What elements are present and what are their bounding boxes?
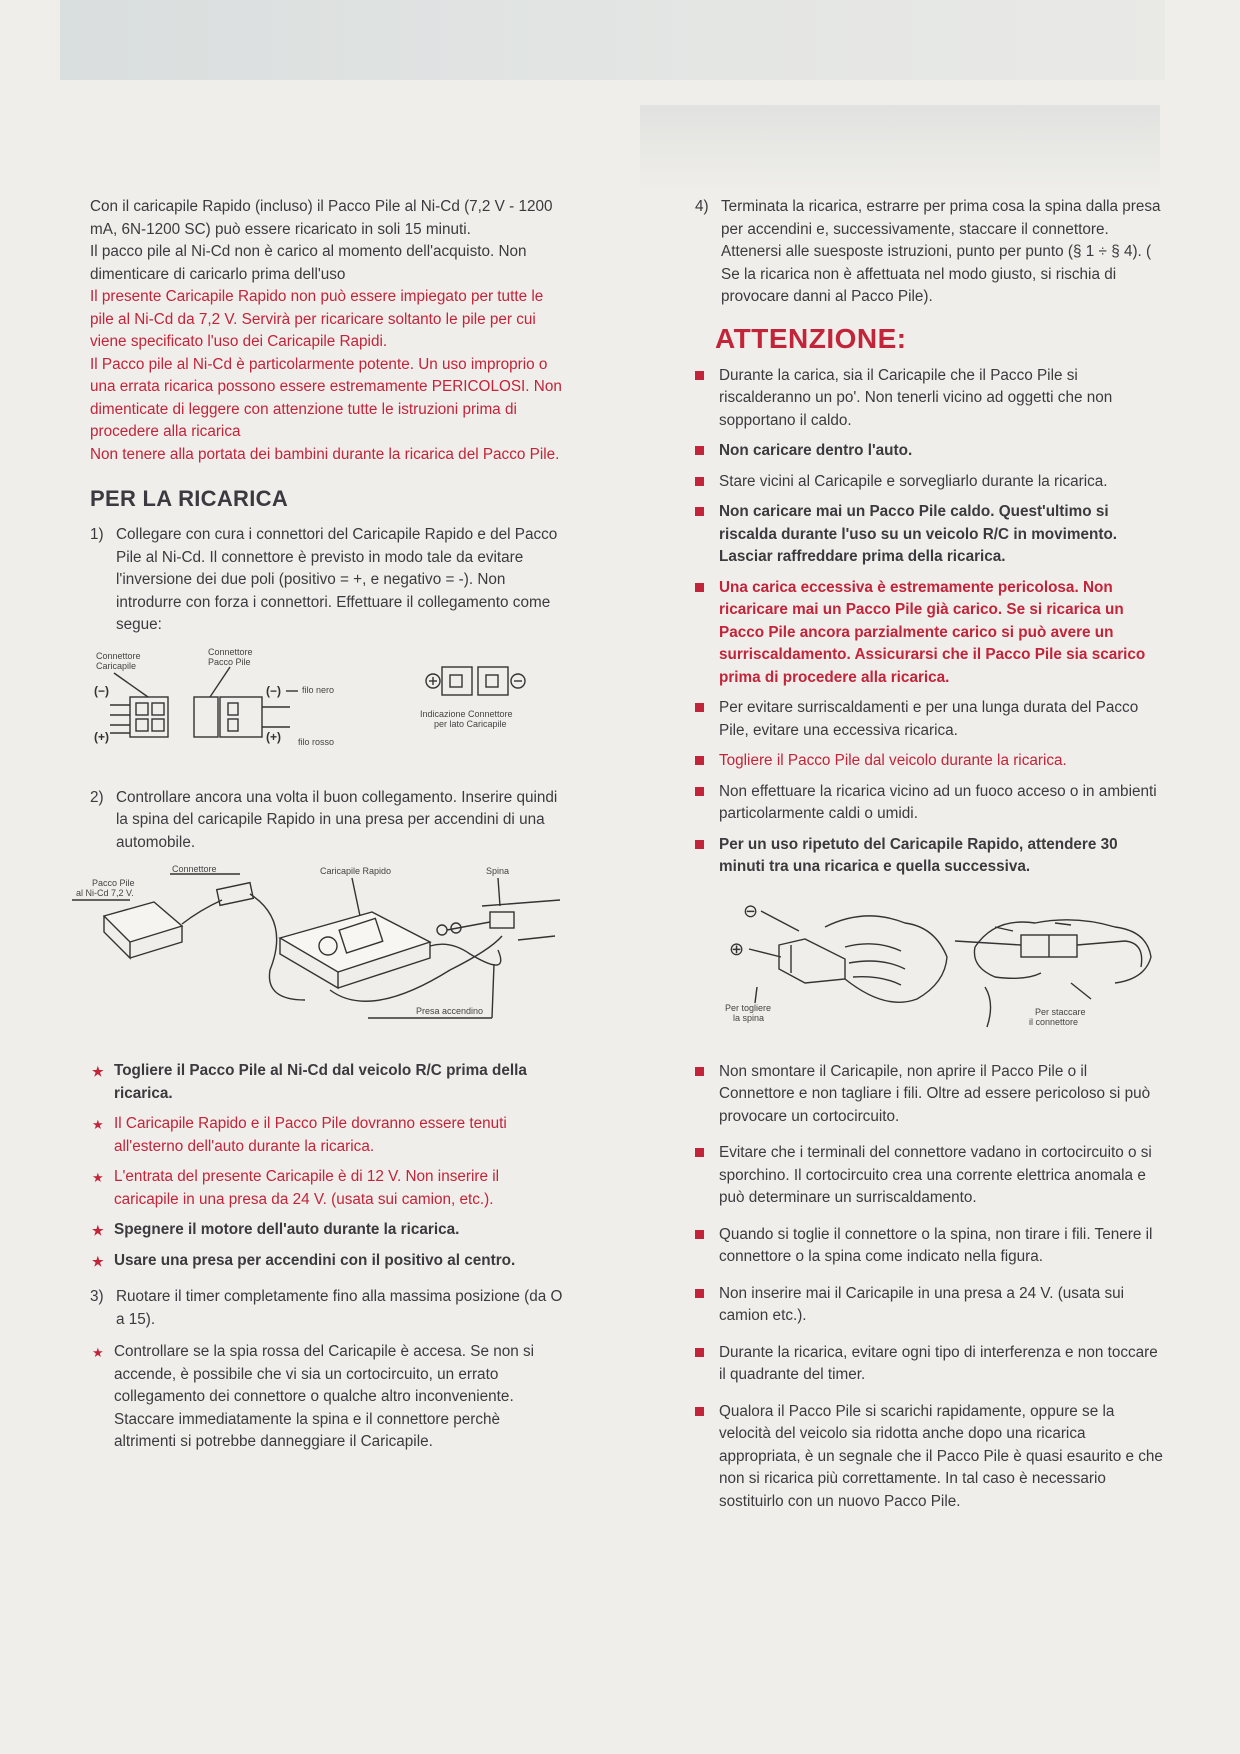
attention-bullets-top [695, 365, 1165, 879]
fig3-right-caption-2: il connettore [1029, 1016, 1079, 1027]
attention-bullet-5-text: Una carica eccessiva è estremamente pericolosa. Non ricaricare mai un Pacco Pile già carico. Se si ricarica un Pacco Pile ancora parzialmente carico si può avere un surriscaldamento. Assicurarsi che il Pacco Pile sia scarico prima di procedere alla ricarica. [719, 578, 1146, 686]
step-2 [90, 787, 565, 855]
fig1-indication-2: per lato Caricapile [434, 718, 507, 729]
attention-bullet-6 [695, 697, 1165, 742]
star-note-4-text: Spegnere il motore dell'auto durante la ricarica. [114, 1221, 460, 1238]
star-icon: ★ [92, 1345, 104, 1360]
step-4 [695, 196, 1165, 309]
star-note-3-text: L'entrata del presente Caricapile è di 12 V. Non inserire il caricapile in una presa da 24 V. (usata sui camion, etc.). [114, 1168, 499, 1208]
star-icon: ★ [92, 1117, 104, 1132]
attention-bullet-13 [695, 1283, 1165, 1328]
fig1-label-a-2: Caricapile [96, 660, 137, 671]
square-bullet-icon [695, 1230, 704, 1239]
fig1-wire-black: filo nero [302, 684, 335, 695]
attention-title: ATTENZIONE: [715, 322, 907, 354]
right-column [695, 196, 1165, 1521]
square-bullet-icon [695, 583, 704, 592]
attention-bullet-3-text: Stare vicini al Caricapile e sorvegliarlo durante la ricarica. [719, 472, 1108, 490]
intro-paragraph-4: Il Pacco pile al Ni-Cd è particolarmente potente. Un uso improprio o una errata ricarica possono essere estremamente PERICOLOSI. Non dimenticate di leggere con attenzione tutte le istruzioni prima di procedere alla ricarica [90, 355, 562, 440]
attention-bullet-3 [695, 471, 1165, 494]
left-column [76, 196, 565, 1462]
step-4-bold-text: Terminata la ricarica, estrarre per prima cosa la spina dalla presa per accendini e, successivamente, staccare il connettore. [721, 198, 1161, 238]
star-note-6-text: Controllare se la spia rossa del Caricapile è accesa. Se non si accende, è possibile che vi sia un cortocircuito, un errato collegamento dei connettore o qualche altro inconveniente. Staccare immediatamente la spina e il connettore perchè altrimenti si potrebbe danneggiare il Caricapile. [114, 1343, 535, 1450]
attention-bullet-5 [695, 577, 1165, 690]
star-icon: ★ [92, 1253, 104, 1269]
square-bullet-icon [695, 703, 704, 712]
hand-plug-drawing [749, 911, 947, 1003]
step-4-number: 4) [695, 198, 709, 215]
star-icon: ★ [92, 1223, 104, 1238]
square-bullet-icon [695, 1348, 704, 1357]
fig1-indication-1: Indicazione Connettore [420, 708, 513, 719]
star-icon: ★ [92, 1064, 104, 1079]
star-notes [90, 1060, 565, 1272]
step-3-number: 3) [90, 1288, 104, 1305]
square-bullet-icon [695, 1407, 704, 1416]
star-note-3 [90, 1166, 565, 1211]
attention-bullet-11-text: Evitare che i terminali del connettore vadano in cortocircuito o si sporchino. Il cortocircuito crea una corrente elettrica anomala e può determinare un surriscaldamento. [719, 1144, 1152, 1206]
attention-bullet-11 [695, 1142, 1165, 1210]
fig3-left-caption-2: la spina [733, 1012, 765, 1023]
attention-bullet-7-text: Togliere il Pacco Pile dal veicolo durante la ricarica. [719, 752, 1067, 769]
star-icon: ★ [92, 1170, 104, 1185]
connector-pair-drawing [110, 667, 298, 737]
attention-bullet-2 [695, 440, 1165, 463]
step-2-text: Controllare ancora una volta il buon collegamento. Inserire quindi la spina del caricapile Rapido in una presa per accendini di una automobile. [116, 788, 558, 851]
connector-diagram [90, 645, 565, 765]
fig2-connettore: Connettore [172, 864, 217, 874]
fig1-minus-left: (−) [94, 683, 109, 698]
star-note-1-text: Togliere il Pacco Pile al Ni-Cd dal veicolo R/C prima della ricarica. [114, 1062, 527, 1102]
fig3-left-caption-1: Per togliere [725, 1002, 772, 1013]
attention-bullet-14 [695, 1342, 1165, 1387]
square-bullet-icon [695, 787, 704, 796]
fig1-wire-red: filo rosso [298, 736, 335, 747]
attention-bullet-4-text: Non caricare mai un Pacco Pile caldo. Quest'ultimo si riscalda durante l'uso su un veicolo R/C in movimento. Lasciar raffreddare prima della ricarica. [719, 503, 1118, 565]
attention-bullet-9 [695, 834, 1165, 879]
square-bullet-icon [695, 507, 704, 516]
intro-paragraph-3: Il presente Caricapile Rapido non può essere impiegato per tutte le pile al Ni-Cd da 7,2 V. Servirà per ricaricare soltanto le pile per cui viene specificato l'uso dei Caricapile Rapidi. [90, 288, 544, 350]
star-note-1 [90, 1060, 565, 1105]
square-bullet-icon [695, 840, 704, 849]
square-bullet-icon [695, 756, 704, 765]
star-note-5-text: Usare una presa per accendini con il positivo al centro. [114, 1251, 516, 1269]
fig3-right-caption-1: Per staccare [1035, 1006, 1086, 1017]
step-3-text: Ruotare il timer completamente fino alla massima posizione (da O a 15). [116, 1288, 563, 1328]
step-1-number: 1) [90, 526, 104, 543]
step-2-number: 2) [90, 788, 104, 806]
square-bullet-icon [695, 371, 704, 380]
fig1-label-b-1: Connettore [208, 646, 253, 657]
show-through-area [640, 105, 1160, 195]
attention-bullet-7 [695, 750, 1165, 773]
intro-paragraph-5: Non tenere alla portata dei bambini durante la ricarica del Pacco Pile. [90, 445, 560, 463]
top-color-band [60, 0, 1165, 80]
section-title-ricarica: PER LA RICARICA [90, 486, 289, 511]
intro-paragraph-2: Il pacco pile al Ni-Cd non è carico al momento dell'acquisto. Non dimenticare di caricarlo prima dell'uso [90, 243, 527, 283]
charger-setup-drawing [72, 874, 560, 1018]
star-note-2-text: Il Caricapile Rapido e il Pacco Pile dovranno essere tenuti all'esterno dell'auto durante la ricarica. [114, 1115, 507, 1155]
fig1-label-a-1: Connettore [96, 650, 141, 661]
square-bullet-icon [695, 1289, 704, 1298]
fig2-spina: Spina [486, 866, 510, 876]
attention-bullet-14-text: Durante la ricarica, evitare ogni tipo di interferenza e non toccare il quadrante del timer. [719, 1343, 1158, 1383]
fig3-plus: ⊕ [729, 938, 745, 959]
fig1-plus-left: (+) [94, 729, 109, 744]
star-note-2 [90, 1113, 565, 1158]
connector-indication-drawing [426, 667, 525, 695]
attention-bullet-2-text: Non caricare dentro l'auto. [719, 442, 913, 459]
attention-bullet-8-text: Non effettuare la ricarica vicino ad un fuoco acceso o in ambienti particolarmente caldi o umidi. [719, 782, 1157, 822]
attention-bullet-1-text: Durante la carica, sia il Caricapile che il Pacco Pile si riscalderanno un po'. Non tenerli vicino ad oggetti che non sopportano il caldo. [719, 366, 1113, 429]
star-note-6 [90, 1341, 565, 1454]
attention-bullet-9-text: Per un uso ripetuto del Caricapile Rapido, attendere 30 minuti tra una ricarica e quella successiva. [719, 835, 1118, 875]
attention-bullet-4 [695, 501, 1165, 569]
attention-bullets-bottom [695, 1061, 1165, 1514]
unplug-diagram [695, 887, 1165, 1037]
fig2-pacco-1: Pacco Pile [92, 878, 135, 888]
attention-bullet-6-text: Per evitare surriscaldamenti e per una lunga durata del Pacco Pile, evitare una eccessiva ricarica. [719, 699, 1139, 739]
step-1 [90, 524, 565, 637]
fig1-label-b-2: Pacco Pile [208, 656, 251, 667]
intro-paragraph-1: Con il caricapile Rapido (incluso) il Pacco Pile al Ni-Cd (7,2 V - 1200 mA, 6N-1200 SC) può essere ricaricato in soli 15 minuti. [90, 198, 553, 238]
star-note-4 [90, 1219, 565, 1242]
attention-bullet-15-text: Qualora il Pacco Pile si scarichi rapidamente, oppure se la velocità del veicolo sia ridotta anche dopo una ricarica appropriata, è un segnale che il Pacco Pile è quasi esaurito e che non si ricarica più correttamente. In tal caso è necessario sostituirlo con un nuovo Pacco Pile. [719, 1402, 1163, 1510]
square-bullet-icon [695, 1148, 704, 1157]
fig2-presa: Presa accendino [416, 1006, 484, 1016]
attention-bullet-8 [695, 781, 1165, 826]
attention-bullet-1 [695, 365, 1165, 433]
fig1-plus-right: (+) [266, 729, 281, 744]
fig1-minus-right: (−) [266, 683, 281, 698]
attention-bullet-13-text: Non inserire mai il Caricapile in una presa a 24 V. (usata sui camion etc.). [719, 1284, 1125, 1324]
star-note-5 [90, 1250, 565, 1273]
attention-bullet-10 [695, 1061, 1165, 1129]
square-bullet-icon [695, 1067, 704, 1076]
step-4-text: Attenersi alle suesposte istruzioni, punto per punto (§ 1 ÷ § 4). ( Se la ricarica non è affettuata nel modo giusto, si rischia di provocare danni al Pacco Pile). [721, 243, 1152, 305]
step-1-text: Collegare con cura i connettori del Caricapile Rapido e del Pacco Pile al Ni-Cd. Il connettore è previsto in modo tale da evitare l'inversione dei due poli (positivo = +, e negativo = -). Non introdurre con forza i connettori. Effettuare il collegamento come segue: [116, 526, 558, 633]
step-3 [90, 1286, 565, 1331]
fig3-minus: ⊖ [743, 900, 759, 921]
charger-setup-diagram [76, 860, 565, 1030]
square-bullet-icon [695, 477, 704, 486]
fig2-pacco-2: al Ni-Cd 7,2 V. [76, 888, 134, 898]
square-bullet-icon [695, 446, 704, 455]
attention-bullet-12-text: Quando si toglie il connettore o la spina, non tirare i fili. Tenere il connettore o la spina come indicato nella figura. [719, 1225, 1153, 1265]
fig2-caricapile: Caricapile Rapido [320, 866, 392, 876]
attention-bullet-10-text: Non smontare il Caricapile, non aprire il Pacco Pile o il Connettore e non tagliare i fili. Oltre ad essere pericoloso si può provocare un cortocircuito. [719, 1062, 1151, 1125]
attention-bullet-15 [695, 1401, 1165, 1514]
attention-bullet-12 [695, 1224, 1165, 1269]
